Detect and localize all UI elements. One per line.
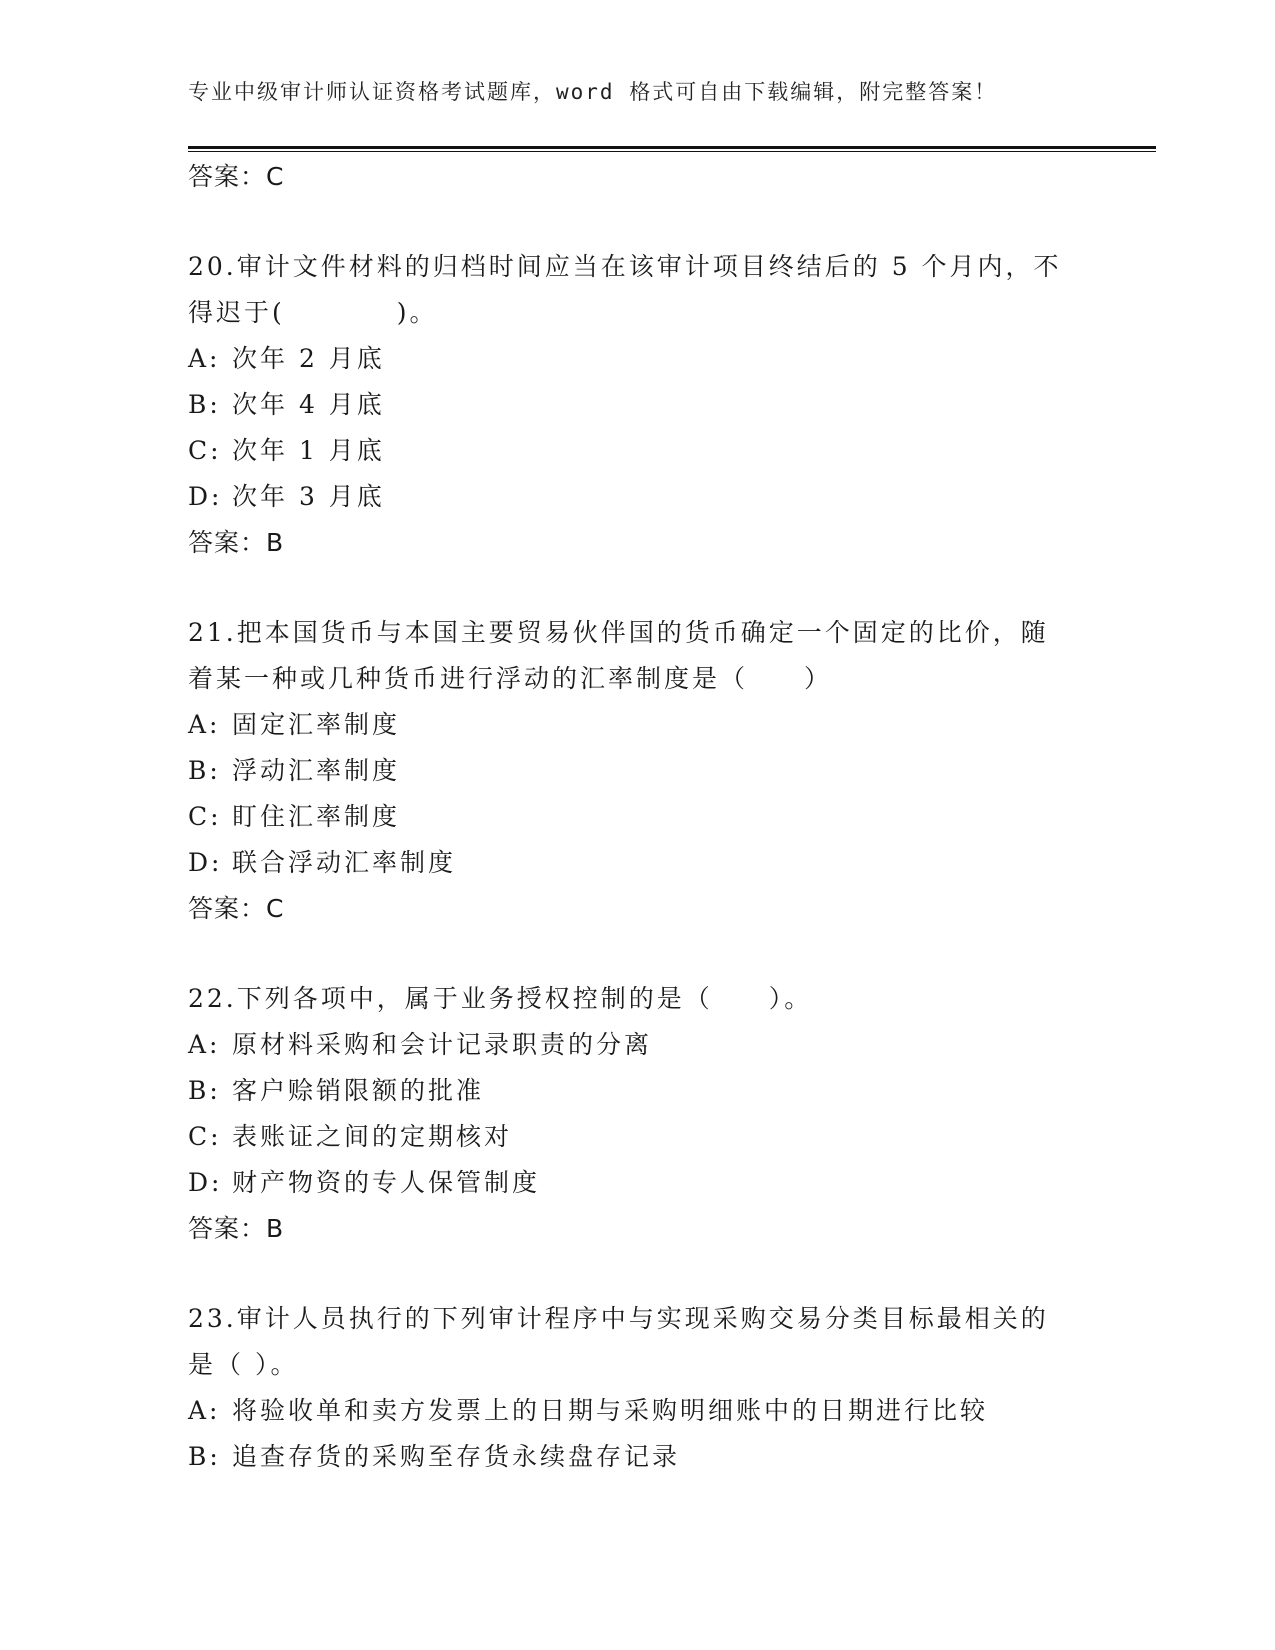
option-letter: B: [188,1442,221,1471]
option-text: 次年 3 月底 [232,482,385,511]
header-divider-thin [188,151,1156,152]
option-letter: C: [188,1122,222,1151]
question-20-option-b [188,382,1088,428]
option-letter: B: [188,1076,221,1105]
option-letter: B: [188,390,221,419]
option-letter: A: [188,1396,221,1425]
option-text: 浮动汇率制度 [232,756,401,785]
page-header: 专业中级审计师认证资格考试题库，word 格式可自由下载编辑，附完整答案！ [188,80,998,104]
question-21-option-c [188,794,1088,840]
option-text: 次年 1 月底 [232,436,385,465]
option-text: 客户赊销限额的批准 [232,1076,485,1105]
option-text: 次年 4 月底 [232,390,385,419]
option-text: 联合浮动汇率制度 [232,848,457,877]
question-20-text-line2: 得迟于( )。 [188,298,438,327]
question-22-option-c [188,1114,1088,1160]
question-22-option-d [188,1160,1088,1206]
option-text: 财产物资的专人保管制度 [232,1168,541,1197]
question-23 [188,1296,1088,1480]
document-body [188,154,1088,1480]
option-text: 次年 2 月底 [232,344,385,373]
option-text: 盯住汇率制度 [232,802,401,831]
question-20-answer: 答案：B [188,528,285,557]
option-letter: C: [188,436,222,465]
question-20-option-c [188,428,1088,474]
option-text: 将验收单和卖方发票上的日期与采购明细账中的日期进行比较 [232,1396,989,1425]
question-20-option-d [188,474,1088,520]
answer-prev: 答案：C [188,162,285,191]
question-20-text-line1: 20.审计文件材料的归档时间应当在该审计项目终结后的 5 个月内，不 [188,252,1062,281]
option-letter: D: [188,1168,223,1197]
option-letter: D: [188,482,223,511]
question-21-option-a [188,702,1088,748]
question-20-option-a [188,336,1088,382]
option-letter: D: [188,848,223,877]
header-divider [188,146,1156,149]
question-22-option-b [188,1068,1088,1114]
question-21-option-b [188,748,1088,794]
question-21-option-d [188,840,1088,886]
option-letter: A: [188,710,221,739]
question-21-text-line2: 着某一种或几种货币进行浮动的汇率制度是（ ） [188,664,833,693]
question-23-text-line2: 是（ ）。 [188,1350,299,1379]
question-22-option-a [188,1022,1088,1068]
question-22 [188,976,1088,1252]
option-letter: A: [188,1030,221,1059]
question-22-answer: 答案：B [188,1214,285,1243]
option-text: 追查存货的采购至存货永续盘存记录 [232,1442,681,1471]
question-23-text-line1: 23.审计人员执行的下列审计程序中与实现采购交易分类目标最相关的 [188,1304,1049,1333]
option-letter: A: [188,344,221,373]
question-22-text-line1: 22.下列各项中，属于业务授权控制的是（ ）。 [188,984,813,1013]
question-21-answer: 答案：C [188,894,285,923]
option-letter: B: [188,756,221,785]
option-text: 表账证之间的定期核对 [232,1122,513,1151]
option-letter: C: [188,802,222,831]
question-23-option-b [188,1434,1088,1480]
question-20 [188,244,1088,566]
question-23-option-a [188,1388,1088,1434]
option-text: 固定汇率制度 [232,710,401,739]
question-21 [188,610,1088,932]
question-21-text-line1: 21.把本国货币与本国主要贸易伙伴国的货币确定一个固定的比价，随 [188,618,1049,647]
option-text: 原材料采购和会计记录职责的分离 [232,1030,653,1059]
